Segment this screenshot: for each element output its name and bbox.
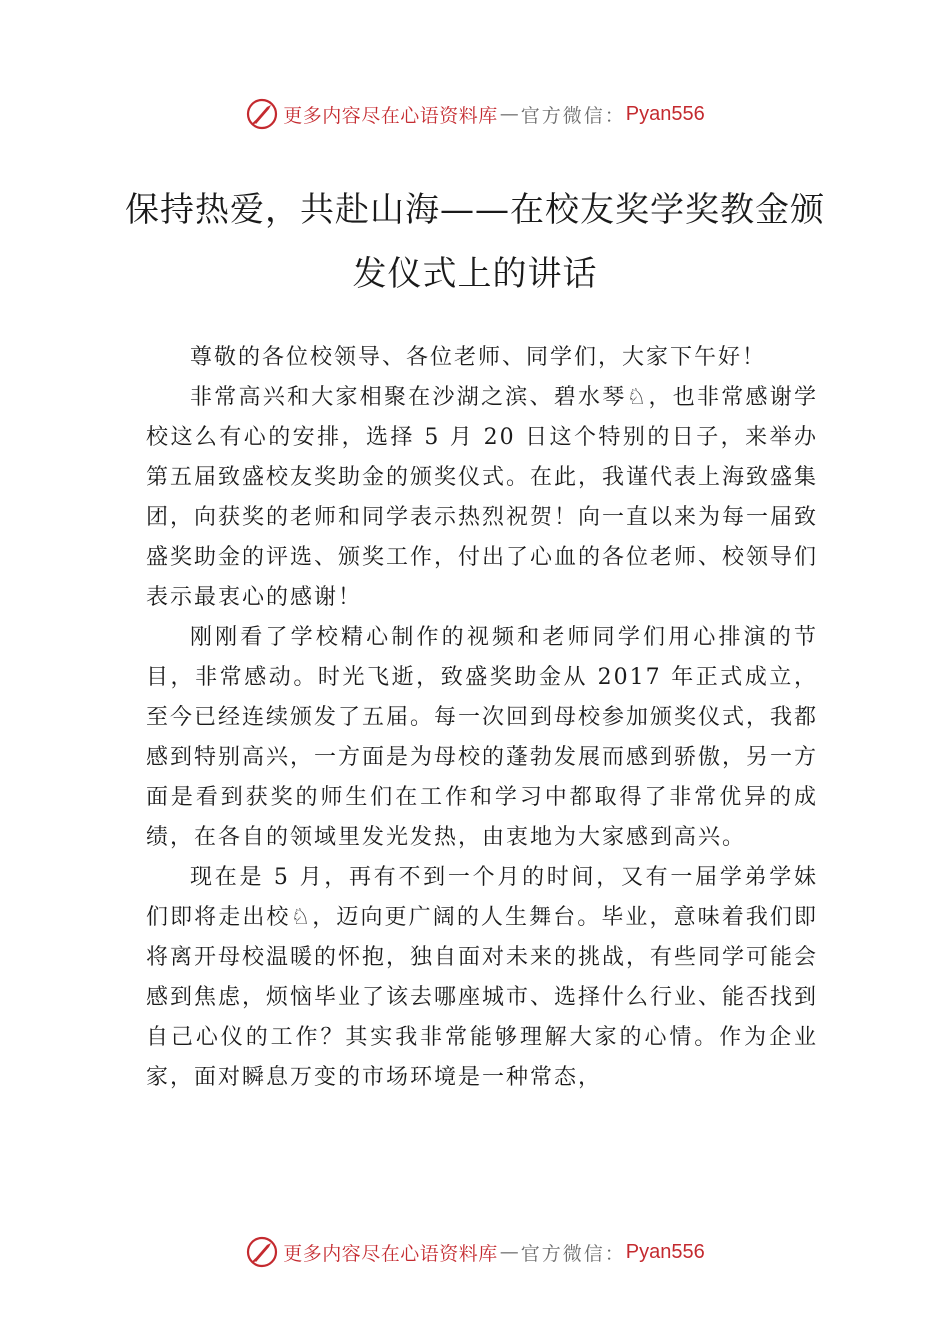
watermark-wechat-id: Pyan556 <box>625 1240 705 1263</box>
watermark-label: 官方微信： <box>520 104 626 127</box>
document-body <box>146 338 818 1098</box>
watermark-text: 更多内容尽在心语资料库 <box>283 104 498 127</box>
paragraph: 刚刚看了学校精心制作的视频和老师同学们用心排演的节目，非常感动。时光飞逝，致盛奖助金从 2017 年正式成立，至今已经连续颁发了五届。每一次回到母校参加颁奖仪式，我都感到特别高兴，一方面是为母校的蓬勃发展而感到骄傲，另一方面是看到获奖的师生们在工作和学习中都取得了非常优异的成绩，在各自的领域里发光发热，由衷地为大家感到高兴。 <box>146 625 819 850</box>
paragraph: 非常高兴和大家相聚在沙湖之滨、碧水琴♘，也非常感谢学校这么有心的安排，选择 5 月 20 日这个特别的日子，来举办第五届致盛校友奖助金的颁奖仪式。在此，我谨代表上海致盛集团，向获奖的老师和同学表示热烈祝贺！向一直以来为每一届致盛奖助金的评选、颁奖工作，付出了心血的各位老师、校领导们表示最衷心的感谢！ <box>146 385 819 610</box>
watermark-banner-bottom <box>0 1232 950 1272</box>
watermark-text: 更多内容尽在心语资料库 <box>283 1242 498 1265</box>
watermark-banner-top <box>0 94 950 134</box>
watermark-wechat-id: Pyan556 <box>625 102 705 125</box>
paragraph: 尊敬的各位校领导、各位老师、同学们，大家下午好！ <box>190 345 767 370</box>
watermark-label: 官方微信： <box>520 1242 626 1265</box>
quill-pen-logo-icon <box>245 97 279 131</box>
quill-pen-logo-icon <box>245 1235 279 1269</box>
watermark-dash: — <box>499 1241 519 1263</box>
page-title: 保持热爱，共赴山海——在校友奖学奖教金颁发仪式上的讲话 <box>125 190 825 294</box>
paragraph: 现在是 5 月，再有不到一个月的时间，又有一届学弟学妹们即将走出校♘，迈向更广阔的人生舞台。毕业，意味着我们即将离开母校温暖的怀抱，独自面对未来的挑战，有些同学可能会感到焦虑，烦恼毕业了该去哪座城市、选择什么行业、能否找到自己心仪的工作？其实我非常能够理解大家的心情。作为企业家，面对瞬息万变的市场环境是一种常态， <box>146 865 819 1090</box>
watermark-dash: — <box>499 103 519 125</box>
